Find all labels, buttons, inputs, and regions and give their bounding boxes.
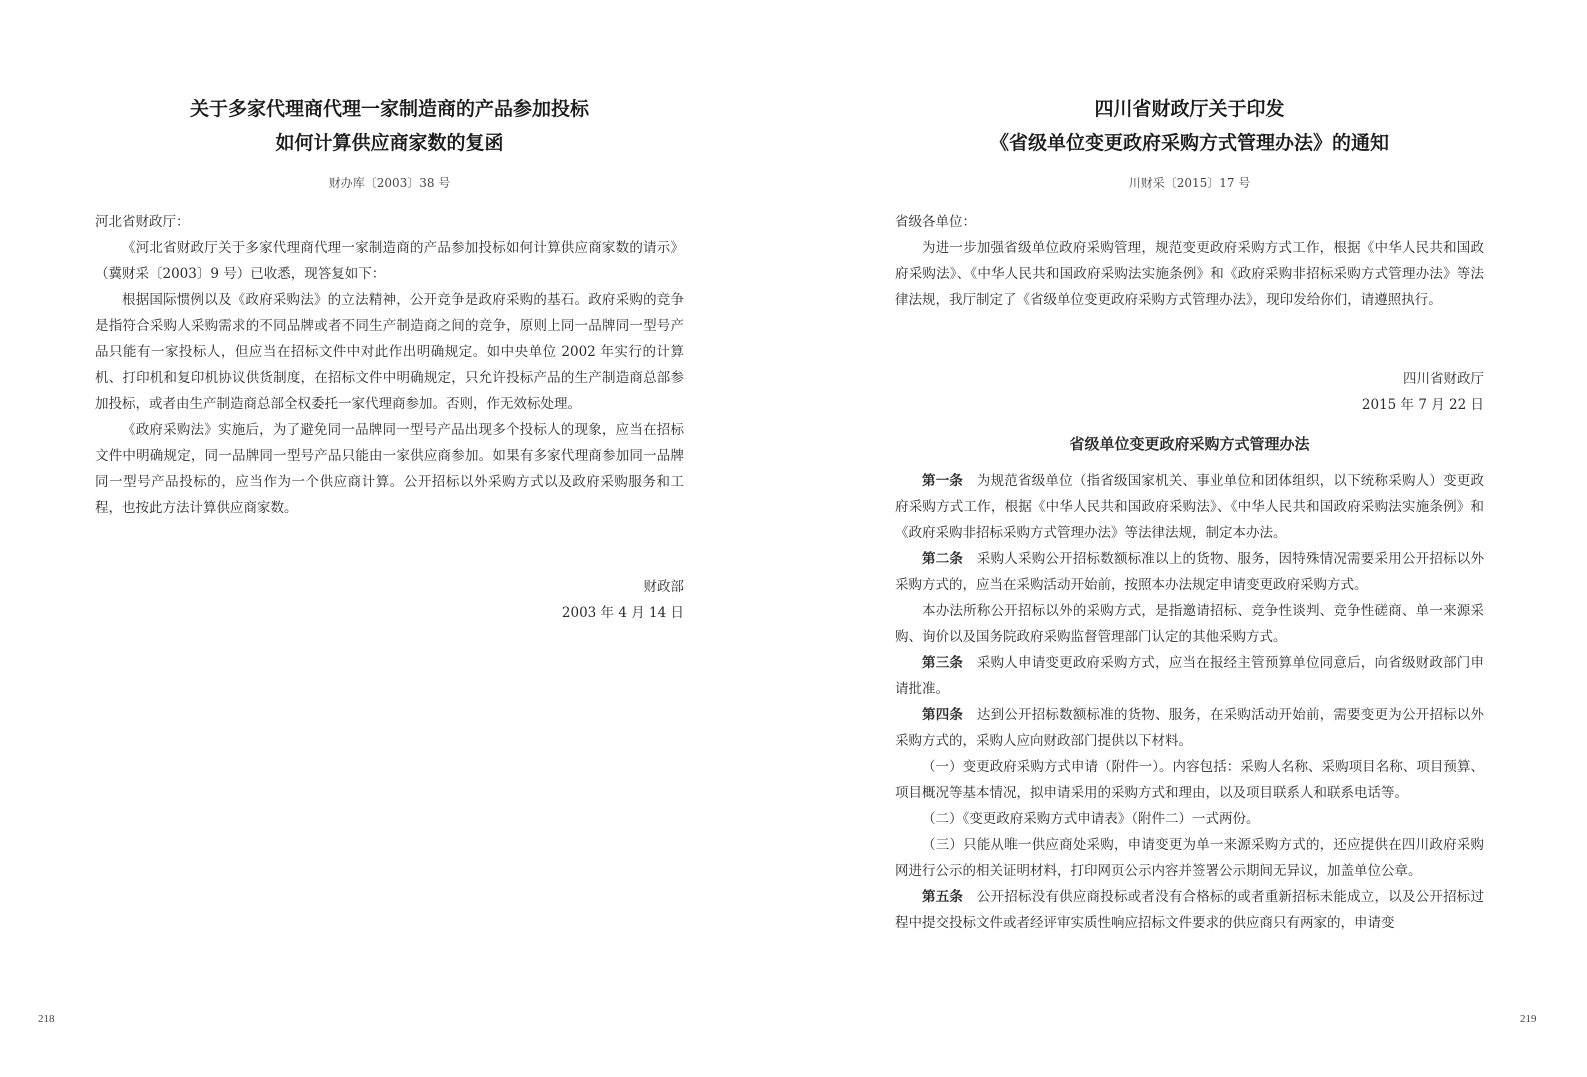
left-title-line1: 关于多家代理商代理一家制造商的产品参加投标	[189, 98, 589, 120]
right-articles	[895, 468, 1484, 936]
left-title-line2: 如何计算供应商家数的复函	[275, 132, 504, 154]
left-page-number: 218	[38, 1013, 55, 1025]
right-doc-number: 川财采〔2015〕17 号	[1128, 176, 1251, 190]
article-4-item-2: （二）《变更政府采购方式申请表》（附件二）一式两份。	[922, 811, 1260, 827]
right-intro-body	[895, 209, 1484, 313]
left-signature	[562, 574, 684, 626]
article-3-text: 采购人申请变更政府采购方式，应当在报经主管预算单位同意后，向省级财政部门申请批准。	[895, 655, 1485, 697]
right-signature-org: 四川省财政厅	[1403, 371, 1484, 387]
left-body	[95, 209, 684, 521]
left-paragraph-2: 根据国际惯例以及《政府采购法》的立法精神，公开竞争是政府采购的基石。政府采购的竞争是指符合采购人采购需求的不同品牌或者不同生产制造商之间的竞争，原则上同一品牌同一型号产品只能有一家投标人，但应当在招标文件中对此作出明确规定。如中央单位 2002 年实行的计算机、打印机和复印机协议供货制度，在招标文件中明确规定，只允许投标产品的生产制造商总部参加投标，或者由生产制造商总部全权委托一家代理商参加。否则，作无效标处理。	[95, 292, 684, 412]
article-1-label: 第一条	[922, 473, 964, 489]
right-title-line1: 四川省财政厅关于印发	[1094, 98, 1285, 120]
left-signature-org: 财政部	[643, 579, 684, 595]
article-4-label: 第四条	[922, 707, 964, 723]
article-5	[895, 884, 1484, 936]
left-signature-date: 2003 年 4 月 14 日	[561, 605, 684, 621]
left-salutation: 河北省财政厅：	[95, 214, 190, 230]
left-paragraph-1: 《河北省财政厅关于多家代理商代理一家制造商的产品参加投标如何计算供应商家数的请示》（冀财采〔2003〕9 号）已收悉，现答复如下：	[95, 240, 684, 282]
article-3-label: 第三条	[922, 655, 964, 671]
article-2-label: 第二条	[922, 551, 964, 567]
article-4-item-1: （一）变更政府采购方式申请（附件一）。内容包括：采购人名称、采购项目名称、项目预算、项目概况等基本情况，拟申请采用的采购方式和理由，以及项目联系人和联系电话等。	[895, 759, 1484, 801]
right-title-line2: 《省级单位变更政府采购方式管理办法》的通知	[989, 132, 1389, 154]
right-signature	[1362, 366, 1484, 418]
right-salutation: 省级各单位：	[895, 214, 976, 230]
article-4-text: 达到公开招标数额标准的货物、服务，在采购活动开始前，需要变更为公开招标以外采购方式的，采购人应向财政部门提供以下材料。	[895, 707, 1485, 749]
right-title-block	[895, 92, 1484, 160]
right-paragraph-1: 为进一步加强省级单位政府采购管理，规范变更政府采购方式工作，根据《中华人民共和国政府采购法》、《中华人民共和国政府采购法实施条例》和《政府采购非招标采购方式管理办法》等法律法规，我厅制定了《省级单位变更政府采购方式管理办法》，现印发给你们，请遵照执行。	[895, 240, 1484, 308]
left-title-block	[95, 92, 684, 160]
article-5-label: 第五条	[922, 889, 964, 905]
article-4-item-3: （三）只能从唯一供应商处采购，申请变更为单一来源采购方式的，还应提供在四川政府采购网进行公示的相关证明材料，打印网页公示内容并签署公示期间无异议，加盖单位公章。	[895, 837, 1484, 879]
right-signature-date: 2015 年 7 月 22 日	[1361, 397, 1484, 413]
article-2-text: 采购人采购公开招标数额标准以上的货物、服务，因特殊情况需要采用公开招标以外采购方式的，应当在采购活动开始前，按照本办法规定申请变更政府采购方式。	[895, 551, 1485, 593]
article-1	[895, 468, 1484, 546]
right-section-title: 省级单位变更政府采购方式管理办法	[1069, 435, 1310, 453]
left-doc-number: 财办库〔2003〕38 号	[328, 176, 451, 190]
article-5-text: 公开招标没有供应商投标或者没有合格标的或者重新招标未能成立，以及公开招标过程中提交投标文件或者经评审实质性响应招标文件要求的供应商只有两家的，申请变	[895, 889, 1485, 931]
article-2	[895, 546, 1484, 598]
article-1-text: 为规范省级单位（指省级国家机关、事业单位和团体组织，以下统称采购人）变更政府采购方式工作，根据《中华人民共和国政府采购法》、《中华人民共和国政府采购法实施条例》和《政府采购非招标采购方式管理办法》等法律法规，制定本办法。	[895, 473, 1485, 541]
article-2-paragraph-2: 本办法所称公开招标以外的采购方式，是指邀请招标、竞争性谈判、竞争性磋商、单一来源采购、询价以及国务院政府采购监督管理部门认定的其他采购方式。	[895, 603, 1484, 645]
right-page-number: 219	[1520, 1013, 1537, 1025]
article-3	[895, 650, 1484, 702]
left-paragraph-3: 《政府采购法》实施后，为了避免同一品牌同一型号产品出现多个投标人的现象，应当在招标文件中明确规定，同一品牌同一型号产品只能由一家供应商参加。如果有多家代理商参加同一品牌同一型号产品投标的，应当作为一个供应商计算。公开招标以外采购方式以及政府采购服务和工程，也按此方法计算供应商家数。	[95, 422, 684, 516]
article-4	[895, 702, 1484, 754]
